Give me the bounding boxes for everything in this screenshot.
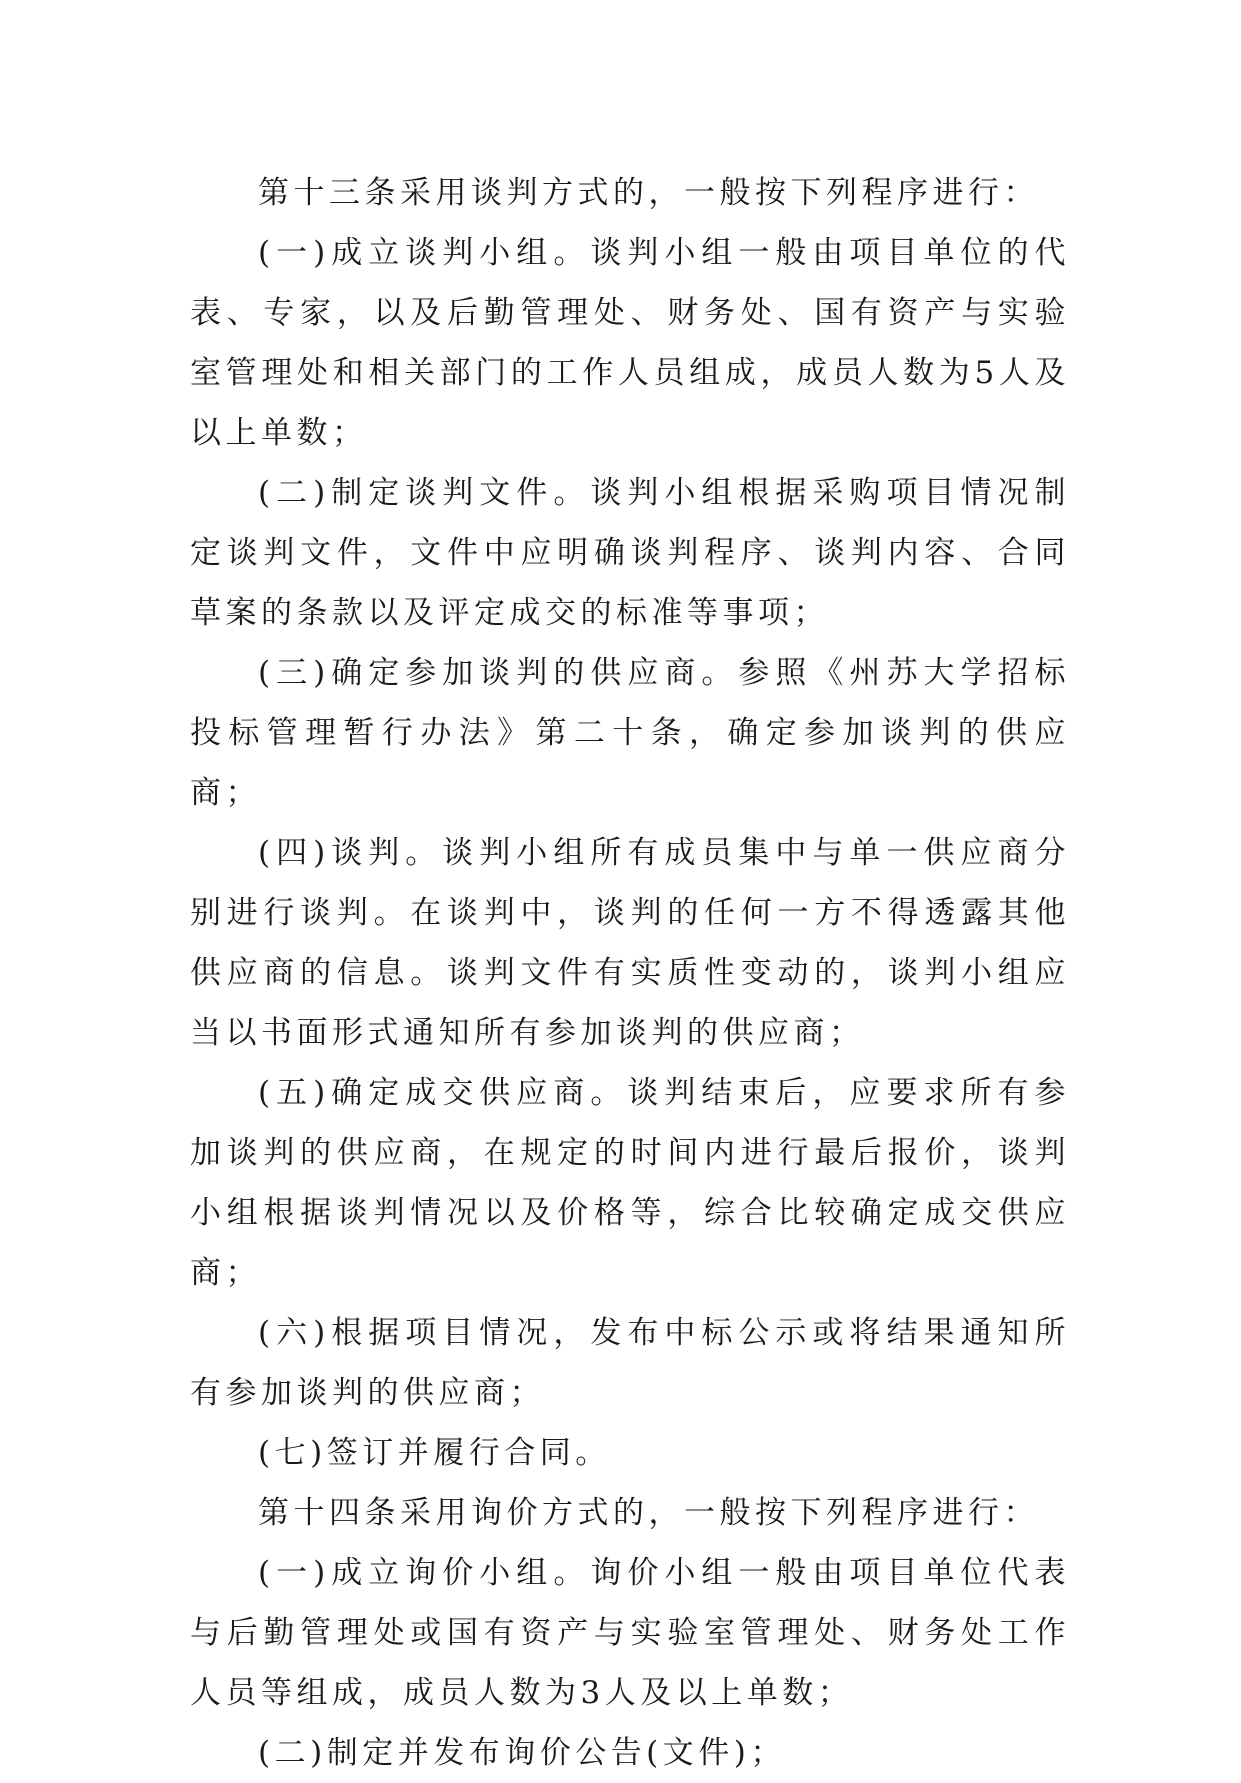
article-13-item-3: (三)确定参加谈判的供应商。参照《州苏大学招标投标管理暂行办法》第二十条，确定参加谈判的供应商； — [190, 655, 1070, 811]
article-14-heading: 第十四条采用询价方式的，一般按下列程序进行： — [258, 1495, 1039, 1531]
article-13-item-6: (六)根据项目情况，发布中标公示或将结果通知所有参加谈判的供应商； — [190, 1315, 1070, 1411]
article-13-item-7: (七)签订并履行合同。 — [258, 1435, 611, 1471]
article-13-heading: 第十三条采用谈判方式的，一般按下列程序进行： — [258, 175, 1039, 211]
article-13-item-1: (一)成立谈判小组。谈判小组一般由项目单位的代表、专家，以及后勤管理处、财务处、国有资产与实验室管理处和相关部门的工作人员组成，成员人数为5人及以上单数； — [190, 235, 1070, 451]
document-body — [190, 163, 1070, 1783]
article-13-item-2: (二)制定谈判文件。谈判小组根据采购项目情况制定谈判文件，文件中应明确谈判程序、谈判内容、合同草案的条款以及评定成交的标准等事项； — [190, 475, 1070, 631]
article-13-item-5: (五)确定成交供应商。谈判结束后，应要求所有参加谈判的供应商，在规定的时间内进行最后报价，谈判小组根据谈判情况以及价格等，综合比较确定成交供应商； — [190, 1075, 1070, 1291]
article-14-item-2: (二)制定并发布询价公告(文件)； — [258, 1735, 786, 1771]
article-14-item-1: (一)成立询价小组。询价小组一般由项目单位代表与后勤管理处或国有资产与实验室管理处、财务处工作人员等组成，成员人数为3人及以上单数； — [190, 1555, 1070, 1711]
article-13-item-4: (四)谈判。谈判小组所有成员集中与单一供应商分别进行谈判。在谈判中，谈判的任何一方不得透露其他供应商的信息。谈判文件有实质性变动的，谈判小组应当以书面形式通知所有参加谈判的供应商； — [190, 835, 1070, 1051]
